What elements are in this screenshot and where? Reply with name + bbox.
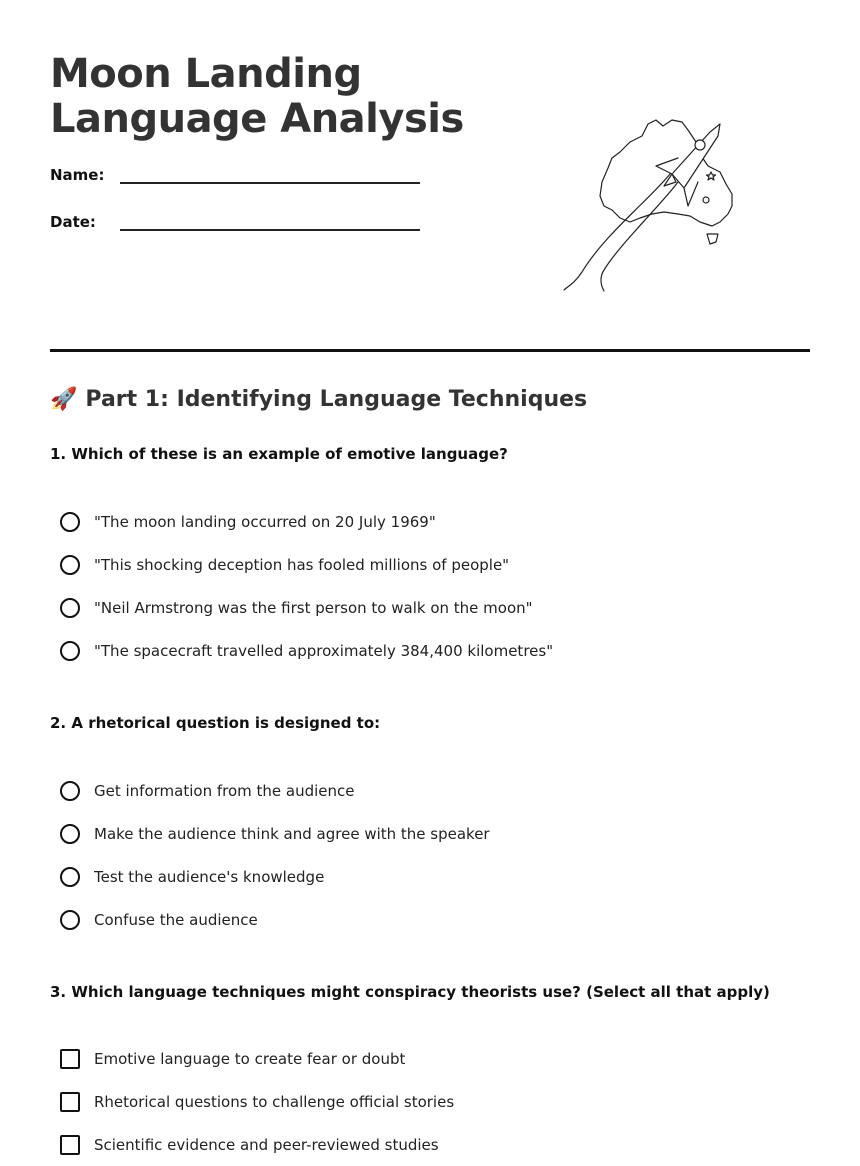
question-3: 3. Which language techniques might conspiracy theorists use? (Select all that apply) [50,983,770,1001]
option-q3-c[interactable] [60,1123,454,1166]
radio-button[interactable] [60,512,80,532]
question-2: 2. A rhetorical question is designed to: [50,714,381,732]
option-label: "The spacecraft travelled approximately 384,400 kilometres" [94,641,554,660]
option-q2-b[interactable] [60,812,490,855]
option-q2-a[interactable] [60,769,490,812]
option-q3-b[interactable] [60,1080,454,1123]
option-q3-a[interactable] [60,1037,454,1080]
option-q1-a[interactable] [60,500,553,543]
name-label: Name: [50,166,105,184]
radio-button[interactable] [60,867,80,887]
option-q1-d[interactable] [60,629,553,672]
option-label: "The moon landing occurred on 20 July 1969" [94,512,436,531]
rocket-emoji-icon: 🚀 [50,387,78,412]
option-label: "Neil Armstrong was the first person to walk on the moon" [94,598,533,617]
title-line-1: Moon Landing [50,51,362,97]
option-label: Get information from the audience [94,781,355,800]
rocket-over-australia-icon [560,114,760,294]
part1-title-text: Part 1: Identifying Language Techniques [85,387,588,412]
option-q1-b[interactable] [60,543,553,586]
option-label: Scientific evidence and peer-reviewed studies [94,1135,439,1154]
date-field [50,211,420,231]
title-line-2: Language Analysis [50,96,464,142]
radio-button[interactable] [60,781,80,801]
option-label: Make the audience think and agree with the speaker [94,824,490,843]
checkbox[interactable] [60,1049,80,1069]
date-label: Date: [50,213,96,231]
option-label: Confuse the audience [94,910,258,929]
radio-button[interactable] [60,910,80,930]
radio-button[interactable] [60,641,80,661]
checkbox[interactable] [60,1092,80,1112]
option-q2-d[interactable] [60,898,490,941]
question-3-options [60,1037,454,1166]
option-label: Emotive language to create fear or doubt [94,1049,406,1068]
checkbox[interactable] [60,1135,80,1155]
part1-title [50,387,587,412]
radio-button[interactable] [60,555,80,575]
option-label: Test the audience's knowledge [94,867,325,886]
option-label: "This shocking deception has fooled millions of people" [94,555,510,574]
worksheet-header [50,52,810,302]
radio-button[interactable] [60,824,80,844]
radio-button[interactable] [60,598,80,618]
option-label: Rhetorical questions to challenge official stories [94,1092,455,1111]
option-q1-c[interactable] [60,586,553,629]
name-field [50,164,420,184]
question-1-options [60,500,553,672]
question-2-options [60,769,490,941]
option-q2-c[interactable] [60,855,490,898]
section-divider [50,349,810,352]
date-line[interactable] [120,211,420,231]
question-1: 1. Which of these is an example of emotive language? [50,445,508,463]
name-line[interactable] [120,164,420,184]
